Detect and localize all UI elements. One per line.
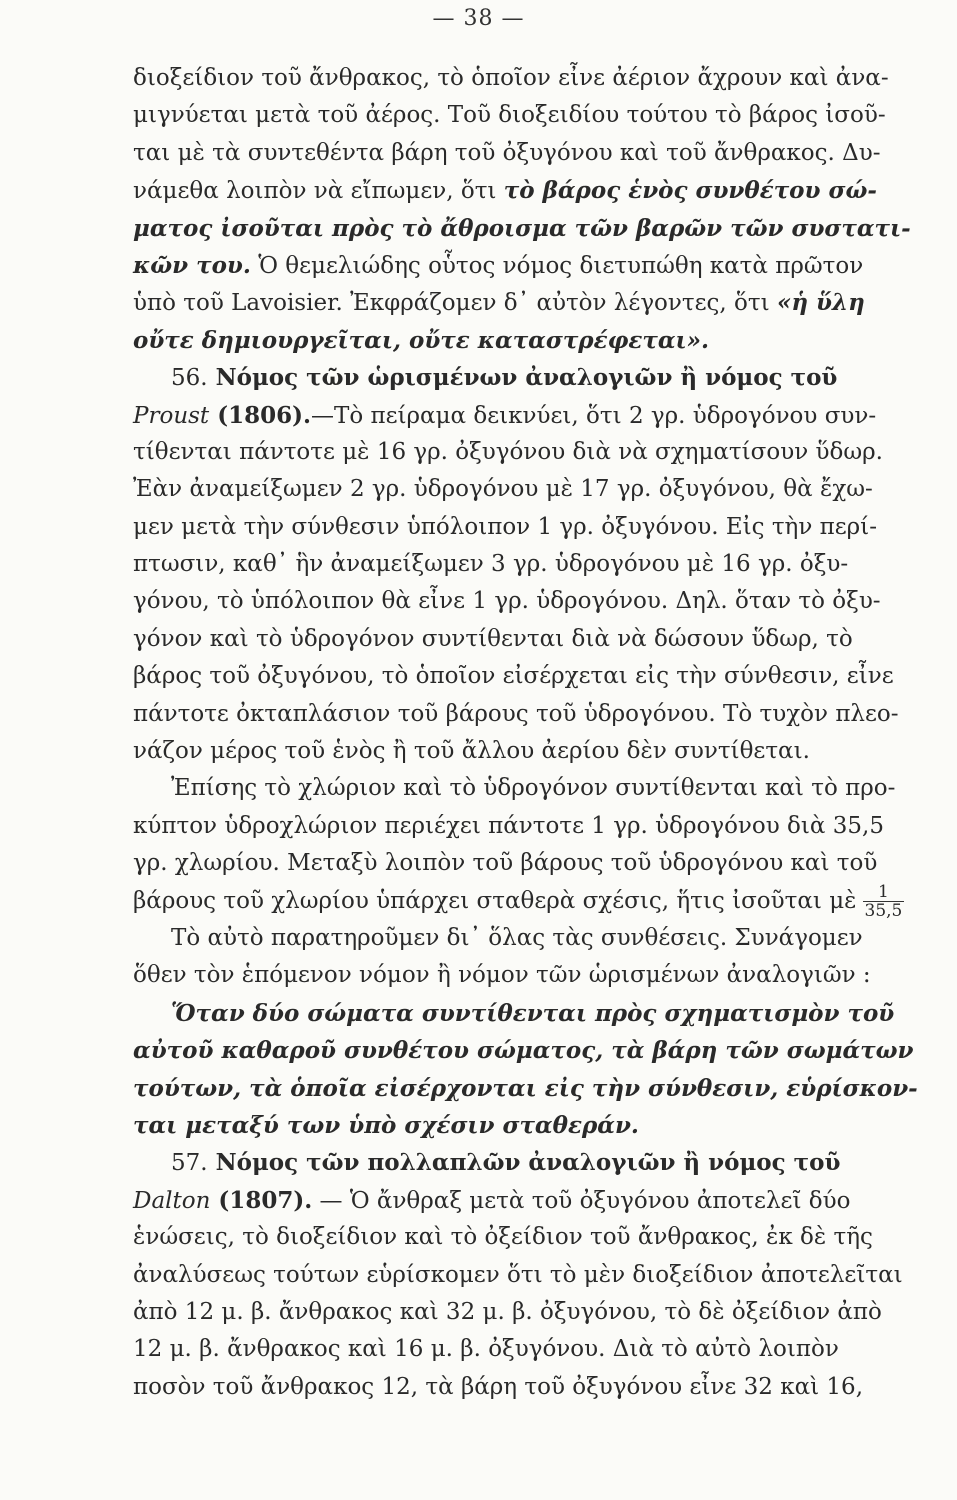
law-statement-line: αὐτοῦ καθαροῦ συνθέτου σώματος, τὰ βάρη τῶν σωμάτων [133, 1037, 914, 1065]
law-statement-line: ται μεταξύ των ὑπὸ σχέσιν σταθεράν. [133, 1111, 639, 1139]
text-line: τίθενται πάντοτε μὲ 16 γρ. ὀξυγόνου διὰ νὰ σχηματίσουν ὕδωρ. [133, 438, 883, 465]
text-line: ται μὲ τὰ συντεθέντα βάρη τοῦ ὀξυγόνου καὶ τοῦ ἄνθρακος. Δυ- [133, 139, 881, 166]
section-number: 56. [171, 365, 208, 392]
emphasized-law-text: τὸ βάρος ἑνὸς συνθέτου σώ- [503, 177, 877, 205]
text-line: ποσὸν τοῦ ἄνθρακος 12, τὰ βάρη τοῦ ὀξυγόνου εἶνε 32 καὶ 16, [133, 1373, 864, 1400]
fraction-numerator: 1 [863, 883, 905, 902]
line-text: ὑπὸ τοῦ Lavoisier. Ἐκφράζομεν δ᾽ αὐτὸν λέγοντες, ὅτι [133, 290, 777, 317]
text-line: μιγνύεται μετὰ τοῦ ἀέρος. Τοῦ διοξειδίου τούτου τὸ βάρος ἰσοῦ- [133, 102, 886, 129]
text-line: 12 μ. β. ἄνθρακος καὶ 16 μ. β. ὀξυγόνου. Διὰ τὸ αὐτὸ λοιπὸν [133, 1336, 839, 1363]
text-line: πάντοτε ὀκταπλάσιον τοῦ βάρους τοῦ ὑδρογόνου. Τὸ τυχὸν πλεο- [133, 700, 899, 727]
text-line: κύπτον ὑδροχλώριον περιέχει πάντοτε 1 γρ. ὑδρογόνου διὰ 35,5 [133, 812, 884, 839]
text-line: βάρος τοῦ ὀξυγόνου, τὸ ὁποῖον εἰσέρχεται εἰς τὴν σύνθεσιν, εἶνε [133, 663, 894, 690]
page-number: — 38 — [432, 6, 525, 31]
emphasized-law-line: ματος ἰσοῦται πρὸς τὸ ἄθροισμα τῶν βαρῶν τῶν συστατι- [133, 214, 911, 242]
text-line: πτωσιν, καθ᾽ ἣν ἀναμείξωμεν 3 γρ. ὑδρογόνου μὲ 16 γρ. ὀξυ- [133, 551, 849, 578]
text-line [133, 172, 928, 209]
section-title: Νόμος τῶν πολλαπλῶν ἀναλογιῶν ἢ νόμος τοῦ [207, 1149, 841, 1177]
law-statement-line: τούτων, τὰ ὁποῖα εἰσέρχονται εἰς τὴν σύνθεσιν, εὑρίσκον- [133, 1074, 918, 1102]
line-text: βάρους τοῦ χλωρίου ὑπάρχει σταθερὰ σχέσις, ἥτις ἰσοῦται μὲ [133, 887, 857, 914]
text-line: Ἐὰν ἀναμείξωμεν 2 γρ. ὑδρογόνου μὲ 17 γρ. ὀξυγόνου, θὰ ἔχω- [133, 476, 873, 503]
fraction-denominator: 35,5 [864, 901, 903, 922]
emphasized-law-text: «ἡ ὕλη [776, 289, 865, 317]
text-line [133, 284, 928, 321]
text-line: γρ. χλωρίου. Μεταξὺ λοιπὸν τοῦ βάρους τοῦ ὑδρογόνου καὶ τοῦ [133, 850, 878, 877]
line-text: Ὁ θεμελιώδης οὗτος νόμος διετυπώθη κατὰ πρῶτον [250, 252, 864, 279]
text-line: γόνον καὶ τὸ ὑδρογόνον συντίθενται διὰ νὰ δώσουν ὕδωρ, τὸ [133, 625, 853, 652]
emphasized-law-text: κῶν του. [133, 251, 251, 279]
scientist-name: Dalton [133, 1187, 211, 1214]
text-line: διοξείδιον τοῦ ἄνθρακος, τὸ ὁποῖον εἶνε ἀέριον ἄχρουν καὶ ἀνα- [133, 65, 889, 91]
line-text: νάμεθα λοιπὸν νὰ εἴπωμεν, ὅτι [133, 178, 504, 205]
text-line [133, 1182, 928, 1219]
line-text: —Τὸ πείραμα δεικνύει, ὅτι 2 γρ. ὑδρογόνου συν- [310, 402, 877, 429]
text-line: γόνου, τὸ ὑπόλοιπον θὰ εἶνε 1 γρ. ὑδρογόνου. Δηλ. ὅταν τὸ ὀξυ- [133, 588, 881, 615]
body-text [133, 60, 928, 1406]
text-line [133, 397, 928, 434]
section-heading-57 [133, 1144, 928, 1181]
text-line: Τὸ αὐτὸ παρατηροῦμεν δι᾽ ὅλας τὰς συνθέσεις. Συνάγομεν [171, 924, 863, 951]
section-number: 57. [171, 1150, 208, 1177]
scientist-name: Proust [133, 402, 210, 429]
text-line [133, 883, 928, 920]
line-text: — Ὁ ἄνθραξ μετὰ τοῦ ὀξυγόνου ἀποτελεῖ δύο [312, 1187, 851, 1214]
text-line: μεν μετὰ τὴν σύνθεσιν ὑπόλοιπον 1 γρ. ὀξυγόνου. Εἰς τὴν περί- [133, 513, 877, 540]
text-line: ὅθεν τὸν ἑπόμενον νόμον ἢ νόμον τῶν ὡρισμένων ἀναλογιῶν : [133, 962, 871, 989]
section-heading-56 [133, 359, 928, 396]
emphasized-law-line: οὔτε δημιουργεῖται, οὔτε καταστρέφεται». [133, 326, 710, 354]
law-statement-line: Ὅταν δύο σώματα συντίθενται πρὸς σχηματισμὸν τοῦ [171, 999, 895, 1027]
text-line: ἑνώσεις, τὸ διοξείδιον καὶ τὸ ὀξείδιον τοῦ ἄνθρακος, ἐκ δὲ τῆς [133, 1224, 873, 1251]
text-line [133, 247, 928, 284]
text-line: ἀναλύσεως τούτων εὑρίσκομεν ὅτι τὸ μὲν διοξείδιον ἀποτελεῖται [133, 1261, 903, 1288]
fraction [863, 883, 905, 920]
section-year: (1806). [209, 401, 311, 429]
section-year: (1807). [210, 1186, 313, 1214]
section-title: Νόμος τῶν ὡρισμένων ἀναλογιῶν ἢ νόμος τοῦ [207, 364, 838, 392]
text-line: Ἐπίσης τὸ χλώριον καὶ τὸ ὑδρογόνον συντίθενται καὶ τὸ προ- [171, 775, 896, 802]
text-line: νάζον μέρος τοῦ ἑνὸς ἢ τοῦ ἄλλου ἀερίου δὲν συντίθεται. [133, 738, 810, 765]
text-line: ἀπὸ 12 μ. β. ἄνθρακος καὶ 32 μ. β. ὀξυγόνου, τὸ δὲ ὀξείδιον ἀπὸ [133, 1298, 882, 1325]
